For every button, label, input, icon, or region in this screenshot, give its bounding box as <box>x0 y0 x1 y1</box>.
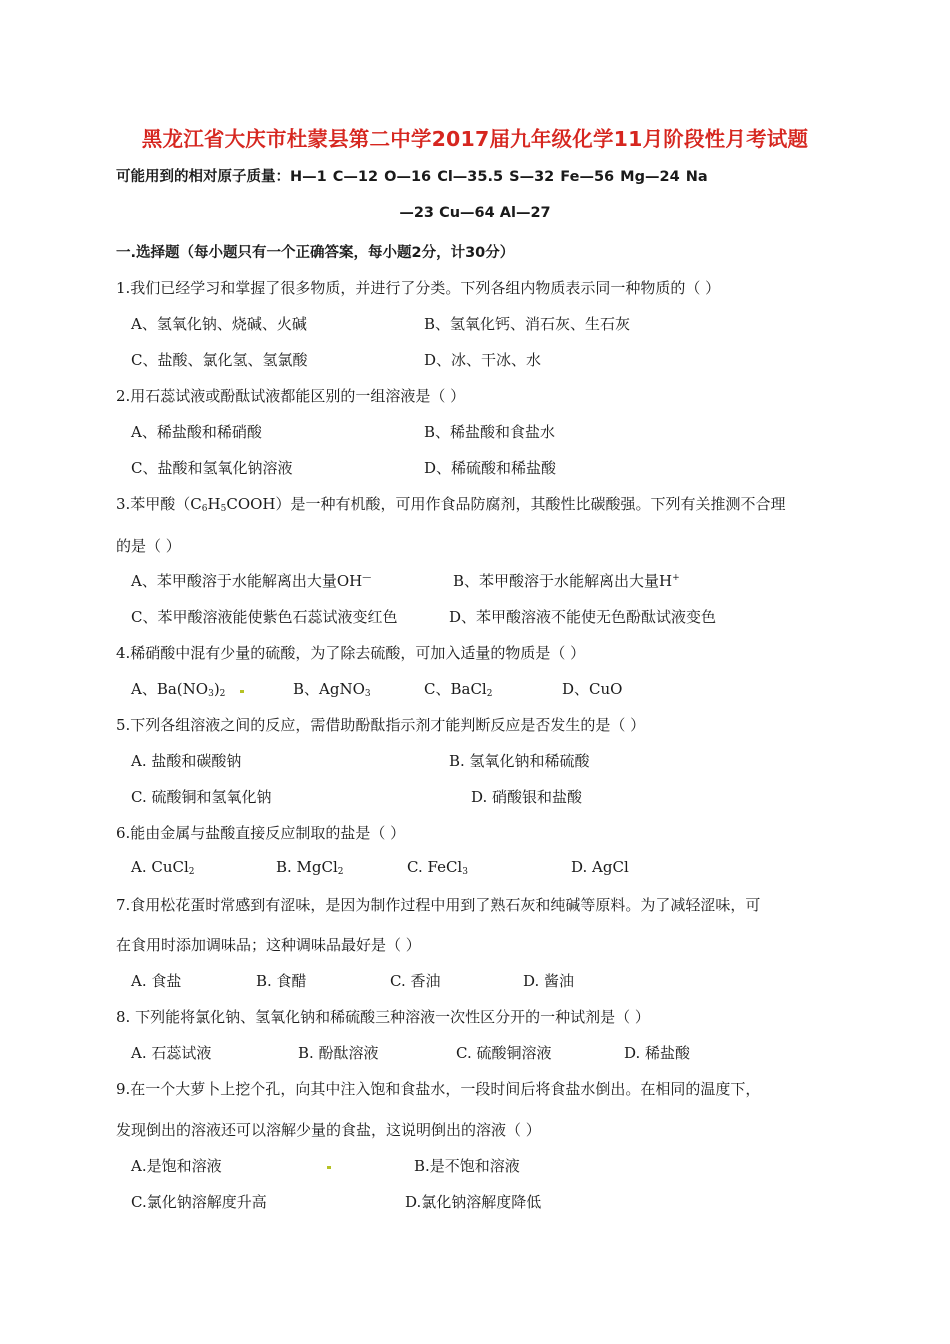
question-8-option-b: B. 酚酞溶液 <box>298 1044 379 1062</box>
question-8-option-c: C. 硫酸铜溶液 <box>456 1044 552 1062</box>
question-3-option-c: C、苯甲酸溶液能使紫色石蕊试液变红色 <box>131 608 398 626</box>
question-5-option-b: B. 氢氧化钠和稀硫酸 <box>449 752 590 770</box>
question-4-option-b: B、AgNO$_3$ <box>293 680 371 699</box>
question-1-option-c: C、盐酸、氯化氢、氢氯酸 <box>131 351 308 369</box>
question-9-option-c: C.氯化钠溶解度升高 <box>131 1193 267 1211</box>
question-3-stem-line-2: 的是（ ） <box>116 537 181 555</box>
question-5-option-a: A. 盐酸和碳酸钠 <box>131 752 242 770</box>
question-5-option-c: C. 硫酸铜和氢氧化钠 <box>131 788 272 806</box>
question-9-stem: 9.在一个大萝卜上挖个孔，向其中注入饱和食盐水，一段时间后将食盐水倒出。在相同的温度下， <box>116 1080 761 1098</box>
question-8-stem: 8. 下列能将氯化钠、氢氧化钠和稀硫酸三种溶液一次性区分开的一种试剂是（ ） <box>116 1008 650 1026</box>
question-3-option-d: D、苯甲酸溶液不能使无色酚酞试液变色 <box>449 608 717 626</box>
question-5-option-d: D. 硝酸银和盐酸 <box>471 788 583 806</box>
atomic-masses-line-2: —23 Cu—64 Al—27 <box>399 205 551 221</box>
question-6-option-c: C. FeCl$_3$ <box>407 858 468 877</box>
question-2-stem: 2.用石蕊试液或酚酞试液都能区别的一组溶液是（ ） <box>116 387 466 405</box>
question-9-stem-line-2: 发现倒出的溶液还可以溶解少量的食盐，这说明倒出的溶液（ ） <box>116 1121 541 1139</box>
question-2-option-c: C、盐酸和氢氧化钠溶液 <box>131 459 293 477</box>
section-heading: 一.选择题（每小题只有一个正确答案，每小题2分，计30分） <box>116 245 515 261</box>
question-4-option-c: C、BaCl$_2$ <box>424 680 493 699</box>
question-7-option-d: D. 酱油 <box>523 972 575 990</box>
question-7-option-c: C. 香油 <box>390 972 441 990</box>
question-6-option-d: D. AgCl <box>571 858 629 876</box>
question-7-stem-line-2: 在食用时添加调味品；这种调味品最好是（ ） <box>116 936 421 954</box>
question-7-stem: 7.食用松花蛋时常感到有涩味，是因为制作过程中用到了熟石灰和纯碱等原料。为了减轻涩味，可 <box>116 896 761 914</box>
question-3-option-b: B、苯甲酸溶于水能解离出大量H+ <box>453 572 680 590</box>
question-2-option-d: D、稀硫酸和稀盐酸 <box>424 459 557 477</box>
speck-mark <box>327 1166 331 1169</box>
question-1-stem: 1.我们已经学习和掌握了很多物质，并进行了分类。下列各组内物质表示同一种物质的（ ） <box>116 279 721 297</box>
question-3-option-a: A、苯甲酸溶于水能解离出大量OH— <box>131 572 372 590</box>
question-6-option-a: A. CuCl$_2$ <box>131 858 195 877</box>
question-8-option-d: D. 稀盐酸 <box>624 1044 691 1062</box>
question-3-stem: 3.苯甲酸$(C_6H_5COOH)$是一种有机酸，可用作食品防腐剂，其酸性比碳酸强。下列有关推测不合理 <box>116 495 786 514</box>
question-2-option-b: B、稀盐酸和食盐水 <box>424 423 556 441</box>
question-4-option-d: D、CuO <box>562 680 623 698</box>
atomic-masses-line-1: 可能用到的相对原子质量：H—1 C—12 O—16 Cl—35.5 S—32 Fe—56 Mg—24 Na <box>116 169 708 185</box>
question-7-option-b: B. 食醋 <box>256 972 307 990</box>
question-6-stem: 6.能由金属与盐酸直接反应制取的盐是（ ） <box>116 824 406 842</box>
question-9-option-b: B.是不饱和溶液 <box>414 1157 520 1175</box>
question-1-option-b: B、氢氧化钙、消石灰、生石灰 <box>424 315 631 333</box>
question-4-stem: 4.稀硝酸中混有少量的硫酸，为了除去硫酸，可加入适量的物质是（ ） <box>116 644 586 662</box>
page-title: 黑龙江省大庆市杜蒙县第二中学2017届九年级化学11月阶段性月考试题 <box>141 127 809 151</box>
question-1-option-a: A、氢氧化钠、烧碱、火碱 <box>131 315 307 333</box>
question-8-option-a: A. 石蕊试液 <box>131 1044 212 1062</box>
question-9-option-a: A.是饱和溶液 <box>131 1157 222 1175</box>
speck-mark <box>240 690 244 693</box>
question-5-stem: 5.下列各组溶液之间的反应，需借助酚酞指示剂才能判断反应是否发生的是（ ） <box>116 716 646 734</box>
question-1-option-d: D、冰、干冰、水 <box>424 351 542 369</box>
question-6-option-b: B. MgCl$_2$ <box>276 858 344 877</box>
question-2-option-a: A、稀盐酸和稀硝酸 <box>131 423 262 441</box>
question-7-option-a: A. 食盐 <box>131 972 182 990</box>
question-9-option-d: D.氯化钠溶解度降低 <box>405 1193 542 1211</box>
question-4-option-a: A、$Ba(NO_3)_2$ <box>131 680 226 699</box>
